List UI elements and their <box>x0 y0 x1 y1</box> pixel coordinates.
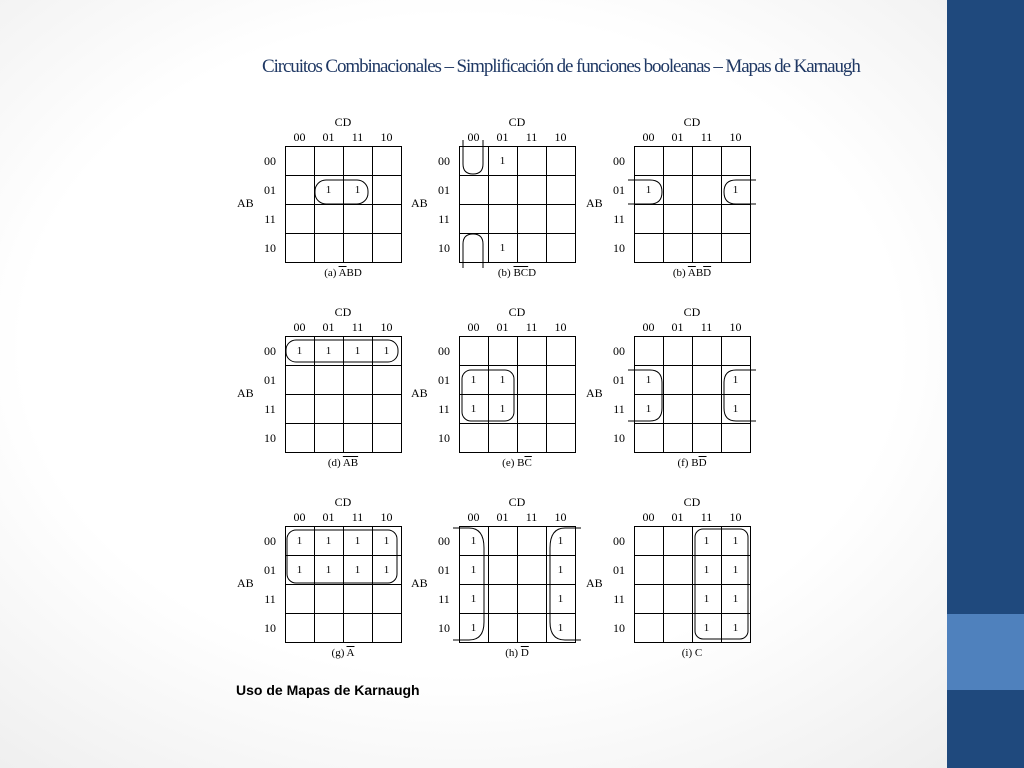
group-loop-top <box>463 140 483 174</box>
col-code-10: 10 <box>380 130 393 144</box>
cd-label: CD <box>334 495 352 509</box>
col-code-10: 10 <box>554 320 567 334</box>
row-code-00: 00 <box>438 534 450 548</box>
row-code-10: 10 <box>613 241 625 255</box>
cell-one: 1 <box>499 155 506 167</box>
kmap-caption <box>632 266 752 280</box>
kmap-caption-term: $\overline{C}$ <box>524 457 532 469</box>
kmap-caption-prefix: (f) <box>677 457 692 469</box>
kmap-caption <box>283 456 403 470</box>
kmap-h <box>404 497 584 672</box>
ab-label: AB <box>586 576 603 590</box>
row-code-00: 00 <box>264 154 276 168</box>
kmap-caption <box>283 266 403 280</box>
cd-label: CD <box>683 305 701 319</box>
cell-one: 1 <box>470 564 477 576</box>
row-code-10: 10 <box>264 621 276 635</box>
cell-one: 1 <box>470 374 477 386</box>
row-code-00: 00 <box>264 534 276 548</box>
ab-label: AB <box>411 196 428 210</box>
cell-one: 1 <box>354 345 361 357</box>
row-code-11: 11 <box>438 212 450 226</box>
cd-label: CD <box>683 495 701 509</box>
row-code-11: 11 <box>613 212 625 226</box>
kmap-caption <box>283 646 403 660</box>
ab-label: AB <box>586 386 603 400</box>
col-code-00: 00 <box>642 320 655 334</box>
ab-label: AB <box>586 196 603 210</box>
kmap-a <box>230 117 410 292</box>
kmap-d <box>230 307 410 482</box>
cell-one: 1 <box>645 184 652 196</box>
kmap-grid <box>459 146 576 263</box>
cell-one: 1 <box>732 622 739 634</box>
col-code-00: 00 <box>642 130 655 144</box>
row-code-01: 01 <box>613 183 625 197</box>
row-code-00: 00 <box>613 154 625 168</box>
col-code-01: 01 <box>496 510 509 524</box>
cell-one: 1 <box>645 374 652 386</box>
kmap-caption-term: B <box>691 457 699 469</box>
kmap-caption-prefix: (a) <box>324 267 339 279</box>
kmap-caption-prefix: (d) <box>327 457 343 469</box>
col-code-00: 00 <box>642 510 655 524</box>
cell-one: 1 <box>325 345 332 357</box>
kmap-caption-prefix: (h) <box>505 647 521 659</box>
kmap-caption-term: $\overline{A}$ <box>346 647 355 659</box>
side-accent-block <box>947 614 1024 690</box>
col-code-10: 10 <box>380 510 393 524</box>
cell-one: 1 <box>732 564 739 576</box>
kmap-caption-term: $\overline{AB}$ <box>342 457 359 469</box>
kmap-i <box>579 497 759 672</box>
cell-one: 1 <box>296 345 303 357</box>
kmap-caption-prefix: (b) <box>672 267 688 279</box>
col-code-11: 11 <box>351 320 364 334</box>
row-code-10: 10 <box>438 241 450 255</box>
col-code-11: 11 <box>525 510 538 524</box>
row-code-10: 10 <box>264 431 276 445</box>
row-code-00: 00 <box>613 344 625 358</box>
cell-one: 1 <box>296 564 303 576</box>
cell-one: 1 <box>645 403 652 415</box>
col-code-00: 00 <box>467 320 480 334</box>
col-code-11: 11 <box>351 130 364 144</box>
col-code-11: 11 <box>351 510 364 524</box>
cell-one: 1 <box>557 622 564 634</box>
row-code-00: 00 <box>264 344 276 358</box>
col-code-01: 01 <box>496 130 509 144</box>
row-code-11: 11 <box>264 592 276 606</box>
col-code-10: 10 <box>729 130 742 144</box>
row-code-00: 00 <box>613 534 625 548</box>
col-code-11: 11 <box>700 130 713 144</box>
row-code-11: 11 <box>613 402 625 416</box>
col-code-00: 00 <box>467 510 480 524</box>
kmap-grid <box>634 336 751 453</box>
kmap-caption-prefix: (e) <box>502 457 518 469</box>
cell-one: 1 <box>557 593 564 605</box>
col-code-10: 10 <box>380 320 393 334</box>
col-code-01: 01 <box>322 320 335 334</box>
cell-one: 1 <box>470 593 477 605</box>
kmap-caption <box>457 456 577 470</box>
cell-one: 1 <box>499 374 506 386</box>
row-code-10: 10 <box>264 241 276 255</box>
cell-one: 1 <box>325 564 332 576</box>
row-code-01: 01 <box>264 183 276 197</box>
ab-label: AB <box>237 196 254 210</box>
kmap-caption-term: $\overline{A}$ <box>338 267 347 279</box>
ab-label: AB <box>411 386 428 400</box>
cell-one: 1 <box>703 593 710 605</box>
row-code-01: 01 <box>613 373 625 387</box>
kmap-caption-term: BD <box>346 267 362 279</box>
cell-one: 1 <box>732 403 739 415</box>
cell-one: 1 <box>732 184 739 196</box>
col-code-10: 10 <box>554 510 567 524</box>
col-code-01: 01 <box>671 510 684 524</box>
cell-one: 1 <box>383 345 390 357</box>
col-code-01: 01 <box>496 320 509 334</box>
cell-one: 1 <box>499 403 506 415</box>
cell-one: 1 <box>703 564 710 576</box>
kmap-grid <box>285 146 402 263</box>
cd-label: CD <box>683 115 701 129</box>
kmap-caption-term: $\overline{BC}$ <box>513 267 529 279</box>
kmap-g <box>230 497 410 672</box>
col-code-00: 00 <box>293 130 306 144</box>
slide-title: Circuitos Combinacionales – Simplificación de funciones booleanas – Mapas de Karnaugh <box>262 56 860 77</box>
cell-one: 1 <box>325 535 332 547</box>
cell-one: 1 <box>383 535 390 547</box>
kmap-caption <box>457 646 577 660</box>
cell-one: 1 <box>732 593 739 605</box>
cell-one: 1 <box>470 535 477 547</box>
cell-one: 1 <box>703 535 710 547</box>
col-code-11: 11 <box>700 510 713 524</box>
row-code-10: 10 <box>613 431 625 445</box>
row-code-01: 01 <box>264 563 276 577</box>
cell-one: 1 <box>354 535 361 547</box>
col-code-11: 11 <box>525 130 538 144</box>
kmap-grid <box>459 336 576 453</box>
row-code-11: 11 <box>264 402 276 416</box>
cell-one: 1 <box>470 622 477 634</box>
cd-label: CD <box>508 305 526 319</box>
kmap-caption-term: $\overline{D}$ <box>703 267 712 279</box>
col-code-10: 10 <box>729 320 742 334</box>
row-code-00: 00 <box>438 344 450 358</box>
cell-one: 1 <box>325 184 332 196</box>
col-code-01: 01 <box>322 510 335 524</box>
cd-label: CD <box>334 305 352 319</box>
row-code-10: 10 <box>438 621 450 635</box>
col-code-00: 00 <box>467 130 480 144</box>
col-code-10: 10 <box>554 130 567 144</box>
kmap-f <box>579 307 759 482</box>
kmap-b2 <box>579 117 759 292</box>
cd-label: CD <box>508 495 526 509</box>
row-code-11: 11 <box>264 212 276 226</box>
kmap-caption-prefix: (b) <box>497 267 514 279</box>
col-code-01: 01 <box>671 320 684 334</box>
kmap-caption-term: D <box>528 267 537 279</box>
kmap-caption-term: $\overline{A}$ <box>687 267 696 279</box>
cell-one: 1 <box>296 535 303 547</box>
row-code-01: 01 <box>438 373 450 387</box>
kmap-b1 <box>404 117 584 292</box>
row-code-00: 00 <box>438 154 450 168</box>
kmap-caption-term: $\overline{D}$ <box>698 457 707 469</box>
kmap-caption <box>632 646 752 660</box>
kmap-caption-term: $\overline{D}$ <box>520 647 529 659</box>
cell-one: 1 <box>470 403 477 415</box>
kmap-grid <box>634 146 751 263</box>
cell-one: 1 <box>732 374 739 386</box>
cell-one: 1 <box>354 564 361 576</box>
cd-label: CD <box>334 115 352 129</box>
col-code-11: 11 <box>525 320 538 334</box>
kmap-caption-term: B <box>517 457 525 469</box>
col-code-11: 11 <box>700 320 713 334</box>
row-code-01: 01 <box>613 563 625 577</box>
cell-one: 1 <box>703 622 710 634</box>
ab-label: AB <box>237 386 254 400</box>
row-code-11: 11 <box>438 592 450 606</box>
row-code-11: 11 <box>438 402 450 416</box>
kmap-caption-prefix: (i) <box>681 647 695 659</box>
kmap-caption <box>632 456 752 470</box>
ab-label: AB <box>411 576 428 590</box>
cell-one: 1 <box>557 564 564 576</box>
row-code-10: 10 <box>438 431 450 445</box>
col-code-00: 00 <box>293 510 306 524</box>
kmap-caption-term: C <box>694 647 703 659</box>
kmap-caption-prefix: (g) <box>331 647 347 659</box>
cd-label: CD <box>508 115 526 129</box>
kmap-caption <box>457 266 577 280</box>
cell-one: 1 <box>383 564 390 576</box>
col-code-01: 01 <box>671 130 684 144</box>
kmap-caption-term: B <box>695 267 704 279</box>
col-code-01: 01 <box>322 130 335 144</box>
col-code-00: 00 <box>293 320 306 334</box>
kmap-e <box>404 307 584 482</box>
cell-one: 1 <box>557 535 564 547</box>
cell-one: 1 <box>732 535 739 547</box>
cell-one: 1 <box>499 242 506 254</box>
row-code-01: 01 <box>264 373 276 387</box>
slide-caption: Uso de Mapas de Karnaugh <box>236 682 420 698</box>
ab-label: AB <box>237 576 254 590</box>
cell-one: 1 <box>354 184 361 196</box>
row-code-01: 01 <box>438 563 450 577</box>
row-code-01: 01 <box>438 183 450 197</box>
row-code-11: 11 <box>613 592 625 606</box>
row-code-10: 10 <box>613 621 625 635</box>
col-code-10: 10 <box>729 510 742 524</box>
